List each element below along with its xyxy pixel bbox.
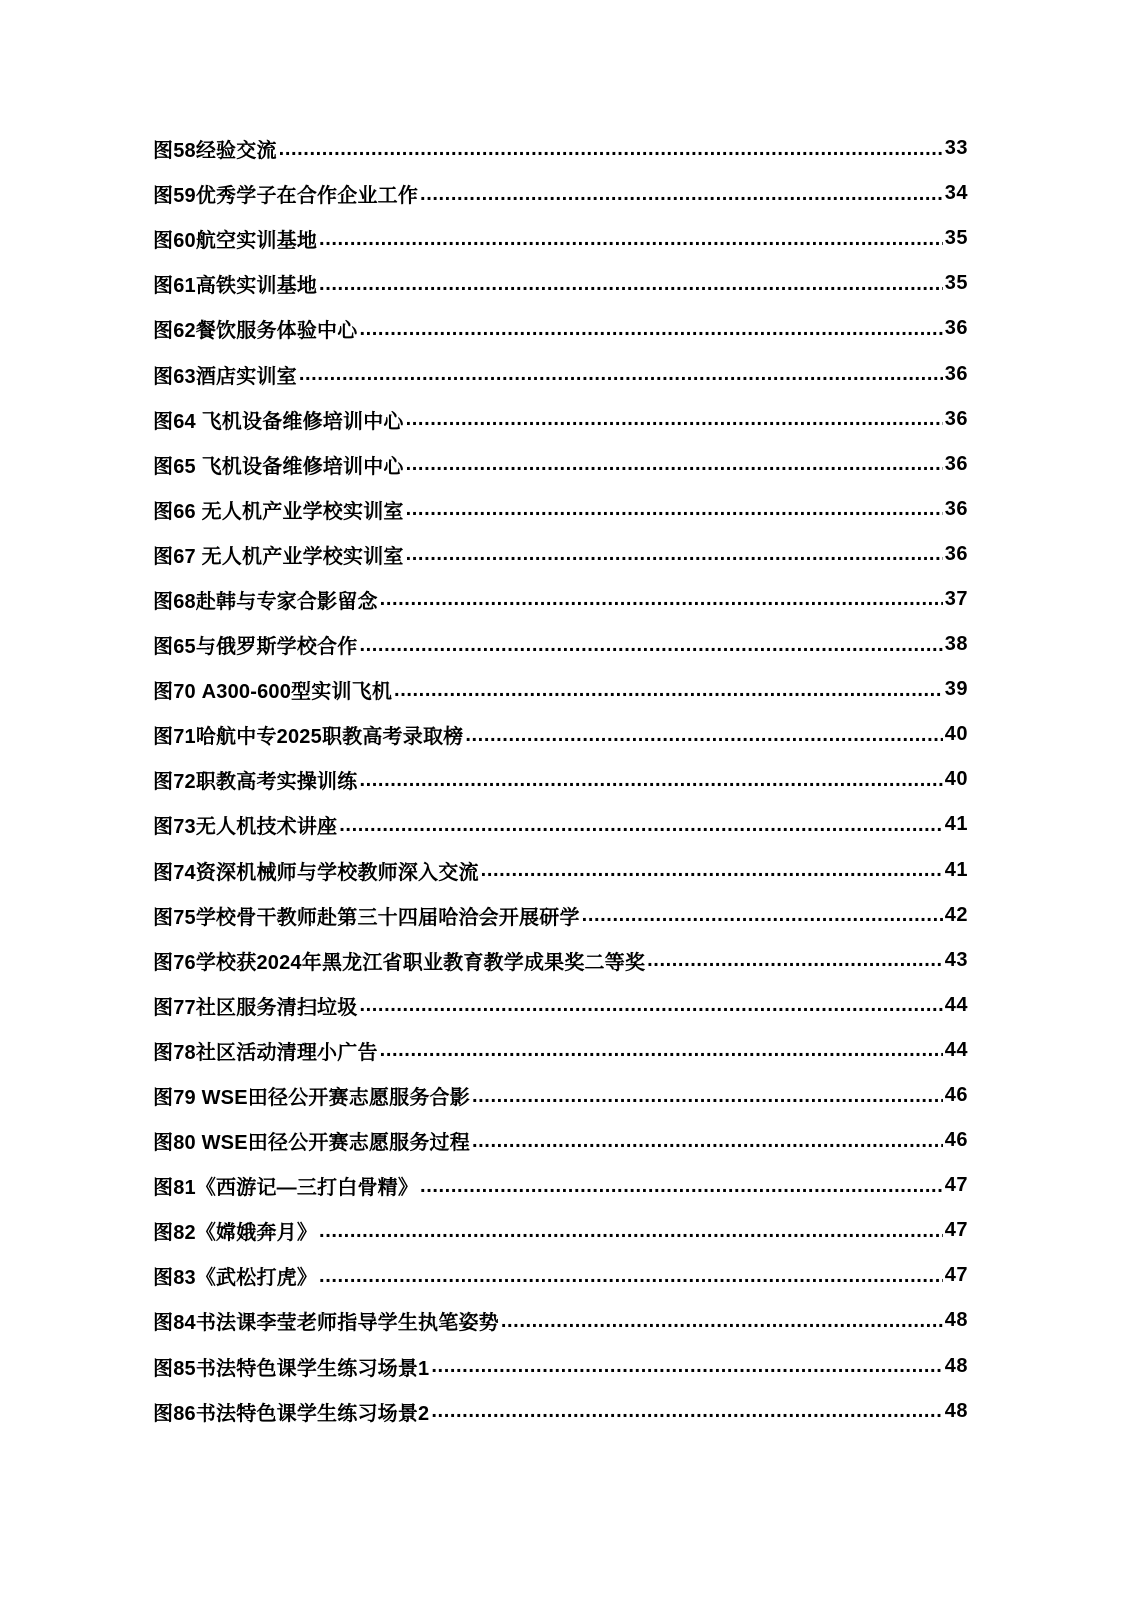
dot-leader <box>319 1264 943 1288</box>
toc-page-number: 40 <box>944 768 968 791</box>
toc-page-number: 47 <box>944 1219 968 1242</box>
toc-page-number: 35 <box>944 272 968 295</box>
toc-page-number: 48 <box>944 1354 968 1377</box>
toc-entry-label: 图65 飞机设备维修培训中心 <box>153 455 404 478</box>
toc-row <box>153 893 968 938</box>
toc-row <box>153 983 968 1028</box>
toc-row <box>153 622 968 667</box>
toc-page-number: 37 <box>944 587 968 610</box>
toc-page-number: 46 <box>944 1084 968 1107</box>
toc-row <box>153 1163 968 1208</box>
dot-leader <box>406 497 943 521</box>
toc-row <box>153 938 968 983</box>
toc-row <box>153 1028 968 1073</box>
toc-page-number: 47 <box>944 1264 968 1287</box>
dot-leader <box>465 723 942 747</box>
toc-entry-label: 图63酒店实训室 <box>153 365 297 388</box>
toc-row <box>153 487 968 532</box>
dot-leader <box>359 317 942 341</box>
toc-entry-label: 图80 WSE田径公开赛志愿服务过程 <box>153 1132 470 1155</box>
dot-leader <box>406 452 943 476</box>
dot-leader <box>380 1038 943 1062</box>
toc-page-number: 46 <box>944 1129 968 1152</box>
toc-entry-label: 图72职教高考实操训练 <box>153 771 358 794</box>
toc-entry-label: 图83《武松打虎》 <box>153 1267 318 1290</box>
toc-entry-label: 图78社区活动清理小广告 <box>153 1041 378 1064</box>
dot-leader <box>472 1129 943 1153</box>
toc-entry-label: 图86书法特色课学生练习场景2 <box>153 1402 430 1425</box>
toc-row <box>153 171 968 216</box>
toc-entry-label: 图77社区服务清扫垃圾 <box>153 996 358 1019</box>
dot-leader <box>339 813 943 837</box>
toc-row <box>153 261 968 306</box>
toc-page-number: 48 <box>944 1399 968 1422</box>
toc-row <box>153 1073 968 1118</box>
dot-leader <box>319 227 943 251</box>
toc-page-number: 36 <box>944 317 968 340</box>
dot-leader <box>420 1174 943 1198</box>
toc-row <box>153 667 968 712</box>
toc-page-number: 44 <box>944 1038 968 1061</box>
dot-leader <box>472 1084 943 1108</box>
dot-leader <box>380 587 943 611</box>
toc-page-number: 42 <box>944 903 968 926</box>
toc-page-number: 41 <box>944 813 968 836</box>
toc-row <box>153 1298 968 1343</box>
toc-entry-label: 图79 WSE田径公开赛志愿服务合影 <box>153 1087 470 1110</box>
dot-leader <box>501 1309 943 1333</box>
toc-row <box>153 442 968 487</box>
toc-entry-label: 图59优秀学子在合作企业工作 <box>153 185 419 208</box>
dot-leader <box>431 1354 942 1378</box>
toc-row <box>153 216 968 261</box>
toc-page-number: 39 <box>944 678 968 701</box>
toc-entry-label: 图76学校获2024年黑龙江省职业教育教学成果奖二等奖 <box>153 951 646 974</box>
toc-entry-label: 图82《嫦娥奔月》 <box>153 1222 318 1245</box>
toc-row <box>153 757 968 802</box>
toc-page-number: 33 <box>944 137 968 160</box>
toc-row <box>153 1208 968 1253</box>
dot-leader <box>420 182 943 206</box>
dot-leader <box>359 993 942 1017</box>
toc-entry-label: 图66 无人机产业学校实训室 <box>153 500 404 523</box>
toc-row <box>153 1344 968 1389</box>
toc-page-number: 36 <box>944 452 968 475</box>
toc-entry-label: 图61高铁实训基地 <box>153 275 318 298</box>
toc-row <box>153 306 968 351</box>
toc-entry-label: 图74资深机械师与学校教师深入交流 <box>153 861 479 884</box>
toc-row <box>153 532 968 577</box>
toc-page-number: 38 <box>944 633 968 656</box>
toc-row <box>153 848 968 893</box>
dot-leader <box>406 407 943 431</box>
toc-row <box>153 397 968 442</box>
toc-page-number: 35 <box>944 227 968 250</box>
toc-entry-label: 图60航空实训基地 <box>153 230 318 253</box>
toc-entry-label: 图70 A300-600型实训飞机 <box>153 681 393 704</box>
dot-leader <box>582 903 943 927</box>
dot-leader <box>319 1219 943 1243</box>
toc-entry-label: 图64 飞机设备维修培训中心 <box>153 410 404 433</box>
toc-page-number: 36 <box>944 362 968 385</box>
toc-row <box>153 126 968 171</box>
toc-page-number: 44 <box>944 993 968 1016</box>
toc-entry-label: 图67 无人机产业学校实训室 <box>153 545 404 568</box>
toc-row <box>153 351 968 396</box>
toc-page-number: 41 <box>944 858 968 881</box>
toc-page-number: 36 <box>944 497 968 520</box>
dot-leader <box>481 858 943 882</box>
toc-entry-label: 图62餐饮服务体验中心 <box>153 320 358 343</box>
toc-entry-label: 图85书法特色课学生练习场景1 <box>153 1357 430 1380</box>
toc-page-number: 47 <box>944 1174 968 1197</box>
toc-page-number: 48 <box>944 1309 968 1332</box>
dot-leader <box>647 948 943 972</box>
toc-entry-label: 图81《西游记—三打白骨精》 <box>153 1177 419 1200</box>
toc-page-number: 40 <box>944 723 968 746</box>
figure-table-of-contents <box>153 126 968 1434</box>
toc-entry-label: 图68赴韩与专家合影留念 <box>153 590 378 613</box>
toc-entry-label: 图71哈航中专2025职教高考录取榜 <box>153 726 464 749</box>
toc-row <box>153 577 968 622</box>
toc-row <box>153 802 968 847</box>
toc-page-number: 43 <box>944 948 968 971</box>
toc-row <box>153 712 968 757</box>
toc-page-number: 36 <box>944 542 968 565</box>
dot-leader <box>431 1399 942 1423</box>
toc-row <box>153 1253 968 1298</box>
toc-entry-label: 图84书法课李莹老师指导学生执笔姿势 <box>153 1312 499 1335</box>
toc-page-number: 34 <box>944 182 968 205</box>
toc-entry-label: 图58经验交流 <box>153 140 277 163</box>
dot-leader <box>279 137 943 161</box>
dot-leader <box>406 542 943 566</box>
dot-leader <box>359 633 942 657</box>
toc-row <box>153 1389 968 1434</box>
dot-leader <box>394 678 943 702</box>
toc-page-number: 36 <box>944 407 968 430</box>
toc-entry-label: 图73无人机技术讲座 <box>153 816 338 839</box>
toc-entry-label: 图75学校骨干教师赴第三十四届哈洽会开展研学 <box>153 906 580 929</box>
toc-row <box>153 1118 968 1163</box>
dot-leader <box>319 272 943 296</box>
toc-entry-label: 图65与俄罗斯学校合作 <box>153 636 358 659</box>
dot-leader <box>359 768 942 792</box>
dot-leader <box>299 362 943 386</box>
